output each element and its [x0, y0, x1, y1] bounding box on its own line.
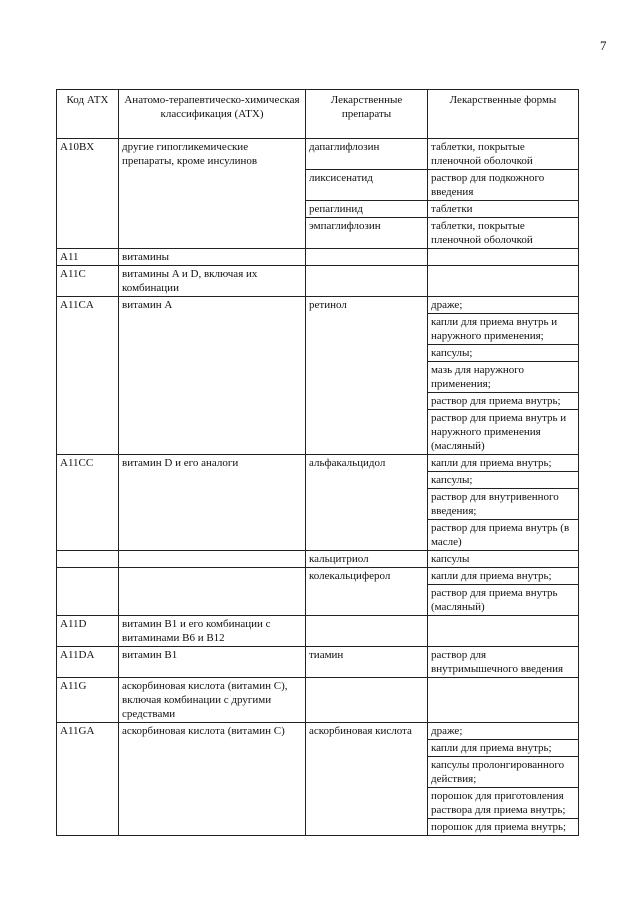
drug-name: ликсисенатид: [306, 170, 428, 201]
empty-cell: [57, 551, 119, 568]
dosage-form: раствор для приема внутрь (в масле): [428, 520, 579, 551]
table-header-row: [57, 90, 579, 139]
dosage-form: таблетки, покрытые пленочной оболочкой: [428, 139, 579, 170]
drug-name: кальцитриол: [306, 551, 428, 568]
atx-code: A11: [57, 249, 119, 266]
atx-name: витамины: [119, 249, 306, 266]
atx-name: витамины A и D, включая их комбинации: [119, 266, 306, 297]
dosage-form: раствор для подкожного введения: [428, 170, 579, 201]
drug-name: колекальциферол: [306, 568, 428, 616]
atx-code: A10BX: [57, 139, 119, 249]
empty-cell: [428, 678, 579, 723]
empty-cell: [306, 678, 428, 723]
header-code: Код АТХ: [57, 90, 119, 139]
table-row: [57, 723, 579, 740]
atx-name: витамин B1 и его комбинации с витаминами B6 и B12: [119, 616, 306, 647]
table-row: [57, 647, 579, 678]
dosage-form: драже;: [428, 297, 579, 314]
dosage-form: таблетки, покрытые пленочной оболочкой: [428, 218, 579, 249]
dosage-form: раствор для приема внутрь (масляный): [428, 585, 579, 616]
drug-name: репаглинид: [306, 201, 428, 218]
drug-name: альфакальцидол: [306, 455, 428, 551]
dosage-form: капсулы пролонгированного действия;: [428, 757, 579, 788]
dosage-form: капли для приема внутрь;: [428, 568, 579, 585]
drug-name: дапаглифлозин: [306, 139, 428, 170]
table-row: [57, 266, 579, 297]
dosage-form: раствор для приема внутрь;: [428, 393, 579, 410]
empty-cell: [306, 266, 428, 297]
atx-name: аскорбиновая кислота (витамин C), включая комбинации с другими средствами: [119, 678, 306, 723]
atx-name: витамин D и его аналоги: [119, 455, 306, 551]
atx-code: A11GA: [57, 723, 119, 836]
table-row: [57, 616, 579, 647]
atx-code: A11C: [57, 266, 119, 297]
atx-code: A11D: [57, 616, 119, 647]
empty-cell: [57, 568, 119, 616]
dosage-form: капсулы;: [428, 345, 579, 362]
dosage-form: раствор для приема внутрь и наружного применения (масляный): [428, 410, 579, 455]
empty-cell: [306, 616, 428, 647]
table-row: [57, 249, 579, 266]
dosage-form: раствор для внутримышечного введения: [428, 647, 579, 678]
header-forms: Лекарственные формы: [428, 90, 579, 139]
table-row: [57, 678, 579, 723]
atx-table: [56, 89, 579, 836]
atx-name: аскорбиновая кислота (витамин C): [119, 723, 306, 836]
atx-code: A11CC: [57, 455, 119, 551]
atx-code: A11G: [57, 678, 119, 723]
table-row: [57, 297, 579, 314]
drug-name: тиамин: [306, 647, 428, 678]
table-row: [57, 551, 579, 568]
table-row: [57, 455, 579, 472]
atx-name: другие гипогликемические препараты, кроме инсулинов: [119, 139, 306, 249]
empty-cell: [306, 249, 428, 266]
dosage-form: мазь для наружного применения;: [428, 362, 579, 393]
dosage-form: капсулы;: [428, 472, 579, 489]
dosage-form: таблетки: [428, 201, 579, 218]
atx-code: A11DA: [57, 647, 119, 678]
dosage-form: капли для приема внутрь;: [428, 740, 579, 757]
empty-cell: [428, 616, 579, 647]
empty-cell: [119, 568, 306, 616]
dosage-form: капли для приема внутрь;: [428, 455, 579, 472]
empty-cell: [428, 266, 579, 297]
dosage-form: драже;: [428, 723, 579, 740]
page-number: 7: [600, 38, 607, 53]
drug-name: ретинол: [306, 297, 428, 455]
dosage-form: раствор для внутривенного введения;: [428, 489, 579, 520]
table-row: [57, 139, 579, 170]
table-row: [57, 568, 579, 585]
dosage-form: капсулы: [428, 551, 579, 568]
drug-name: аскорбиновая кислота: [306, 723, 428, 836]
drug-name: эмпаглифлозин: [306, 218, 428, 249]
header-drugs: Лекарственные препараты: [306, 90, 428, 139]
dosage-form: порошок для приема внутрь;: [428, 819, 579, 836]
empty-cell: [119, 551, 306, 568]
dosage-form: порошок для приготовления раствора для приема внутрь;: [428, 788, 579, 819]
dosage-form: капли для приема внутрь и наружного применения;: [428, 314, 579, 345]
header-classification: Анатомо-терапевтическо-химическая классификация (АТХ): [119, 90, 306, 139]
atx-name: витамин B1: [119, 647, 306, 678]
atx-code: A11CA: [57, 297, 119, 455]
atx-name: витамин A: [119, 297, 306, 455]
empty-cell: [428, 249, 579, 266]
